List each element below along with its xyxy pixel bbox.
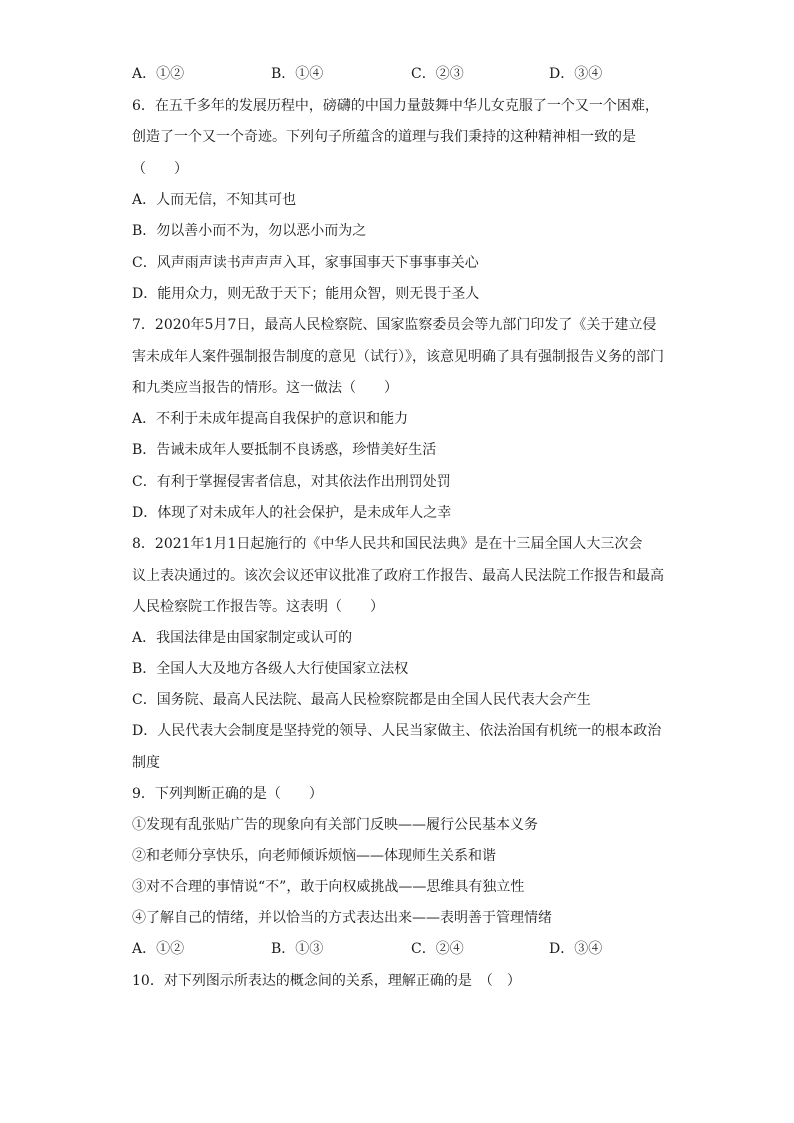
q7-stem-line-2: 害未成年人案件强制报告制度的意见（试行）》，该意见明确了具有强制报告义务的部门 [132, 349, 664, 365]
q8-stem-line-1: 8．2021年1月1日起施行的《中华人民共和国民法典》是在十三届全国人大三次会 [132, 536, 643, 552]
q8-option-d-line-2[interactable]: 制度 [132, 755, 160, 771]
q5-options [132, 64, 692, 84]
q9-statement-3: ③对不合理的事情说“不”，敢于向权威挑战——思维具有独立性 [132, 879, 525, 895]
q6-stem-line-1: 6．在五千多年的发展历程中，磅礴的中国力量鼓舞中华儿女克服了一个又一个困难， [132, 98, 659, 114]
q9-option-b[interactable]: B．①③ [271, 941, 324, 957]
q5-option-a[interactable]: A．①② [132, 66, 185, 82]
q9-statement-1: ①发现有乱张贴广告的现象向有关部门反映——履行公民基本义务 [132, 817, 538, 833]
q5-option-d[interactable]: D．③④ [549, 66, 603, 82]
q8-stem-line-3: 人民检察院工作报告等。这表明（ ） [132, 599, 384, 615]
q9-option-d[interactable]: D．③④ [549, 941, 603, 957]
q8-option-a[interactable]: A．我国法律是由国家制定或认可的 [132, 630, 353, 646]
q6-stem-line-2: 创造了一个又一个奇迹。下列句子所蕴含的道理与我们秉持的这种精神相一致的是 [132, 129, 636, 145]
q8-stem-line-2: 议上表决通过的。该次会议还审议批准了政府工作报告、最高人民法院工作报告和最高 [132, 568, 664, 584]
q9-statement-2: ②和老师分享快乐，向老师倾诉烦恼——体现师生关系和谐 [132, 848, 496, 864]
q7-option-c[interactable]: C．有利于掌握侵害者信息，对其依法作出刑罚处罚 [132, 474, 451, 490]
q7-option-d[interactable]: D．体现了对未成年人的社会保护，是未成年人之幸 [132, 505, 452, 521]
q5-option-c[interactable]: C．②③ [411, 66, 464, 82]
q5-option-b[interactable]: B．①④ [271, 66, 324, 82]
q6-option-d[interactable]: D．能用众力，则无敌于天下；能用众智，则无畏于圣人 [132, 286, 480, 302]
q7-stem-line-3: 和九类应当报告的情形。这一做法（ ） [132, 380, 398, 396]
q7-option-b[interactable]: B．告诫未成年人要抵制不良诱惑，珍惜美好生活 [132, 442, 437, 458]
q8-option-c[interactable]: C．国务院、最高人民法院、最高人民检察院都是由全国人民代表大会产生 [132, 692, 591, 708]
q9-stem: 9．下列判断正确的是（ ） [132, 786, 323, 802]
q7-stem-line-1: 7．2020年5月7日，最高人民检察院、国家监察委员会等九部门印发了《关于建立侵 [132, 317, 657, 333]
q6-option-a[interactable]: A．人而无信，不知其可也 [132, 192, 297, 208]
q8-option-b[interactable]: B．全国人大及地方各级人大行使国家立法权 [132, 661, 409, 677]
q9-options [132, 939, 692, 959]
q8-option-d-line-1[interactable]: D．人民代表大会制度是坚持党的领导、人民当家做主、依法治国有机统一的根本政治 [132, 723, 662, 739]
q9-option-a[interactable]: A．①② [132, 941, 185, 957]
q6-option-b[interactable]: B．勿以善小而不为，勿以恶小而为之 [132, 223, 367, 239]
q7-option-a[interactable]: A．不利于未成年提高自我保护的意识和能力 [132, 411, 409, 427]
q10-stem: 10．对下列图示所表达的概念间的关系，理解正确的是 （ ） [132, 973, 521, 989]
q9-option-c[interactable]: C．②④ [411, 941, 464, 957]
q6-option-c[interactable]: C．风声雨声读书声声声入耳，家事国事天下事事事关心 [132, 255, 479, 271]
q9-statement-4: ④了解自己的情绪，并以恰当的方式表达出来——表明善于管理情绪 [132, 910, 552, 926]
q6-stem-line-3: （ ） [132, 161, 188, 177]
